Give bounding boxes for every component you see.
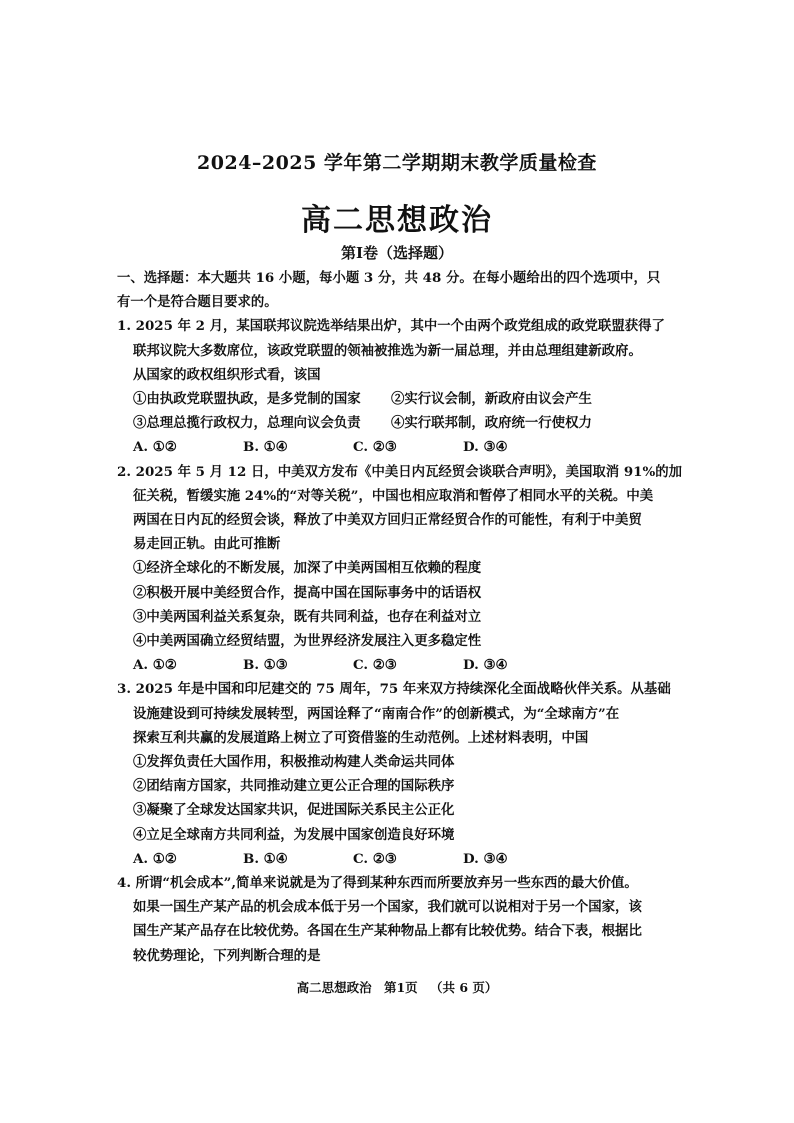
option-d: D. ③④	[463, 439, 508, 456]
option-c: C. ②③	[353, 439, 397, 456]
option-b: B. ①④	[243, 850, 288, 867]
statement-4: ④中美两国确立经贸结盟，为世界经济发展注入更多稳定性	[133, 633, 482, 650]
statement-3: ③总理总揽行政权力，总理向议会负责	[133, 415, 361, 432]
question-text-line: 国生产某产品存在比较优势。各国在生产某种物品上都有比较优势。结合下表，根据比	[133, 923, 642, 940]
option-d: D. ③④	[463, 657, 508, 674]
statement-2: ②团结南方国家，共同推动建立更公正合理的国际秩序	[133, 778, 455, 795]
option-a: A. ①②	[133, 439, 177, 456]
question-text-line: 联邦议院大多数席位，该政党联盟的领袖被推选为新一届总理，并由总理组建新政府。	[133, 342, 642, 359]
question-text-line: 2. 2025 年 5 月 12 日，中美双方发布《中美日内瓦经贸会谈联合声明》，美国取消 91%的加	[117, 463, 682, 480]
answer-options	[117, 653, 692, 677]
statement-1: ①发挥负责任大国作用，积极推动构建人类命运共同体	[133, 754, 455, 771]
question-text-line: 从国家的政权组织形式看，该国	[133, 366, 321, 383]
question-text-line: 探索互利共赢的发展道路上树立了可资借鉴的生动范例。上述材料表明，中国	[133, 729, 589, 746]
page-footer	[0, 978, 794, 996]
statement-4: ④立足全球南方共同利益，为发展中国家创造良好环境	[133, 826, 455, 843]
exam-title: 2024–2025 学年第二学期期末教学质量检查	[197, 152, 597, 174]
statement-1: ①经济全球化的不断发展，加深了中美两国相互依赖的程度	[133, 560, 482, 577]
footer-subject: 高二思想政治	[296, 980, 372, 995]
option-c: C. ②③	[353, 850, 397, 867]
instructions	[117, 266, 692, 314]
question-text-line: 1. 2025 年 2 月，某国联邦议院选举结果出炉，其中一个由两个政党组成的政党联盟获得了	[117, 318, 665, 335]
answer-options	[117, 847, 692, 871]
question-1	[117, 314, 692, 459]
option-a: A. ①②	[133, 657, 177, 674]
question-text-line: 征关税，暂缓实施 24%的“对等关税”，中国也相应取消和暂停了相同水平的关税。中美	[133, 487, 654, 504]
footer-page-number: 第1页	[383, 980, 418, 995]
option-b: B. ①④	[243, 439, 288, 456]
question-text-line: 两国在日内瓦的经贸会谈，释放了中美双方回归正常经贸合作的可能性，有利于中美贸	[133, 512, 642, 529]
statement-1: ①由执政党联盟执政，是多党制的国家	[133, 391, 361, 408]
option-d: D. ③④	[463, 850, 508, 867]
statement-3: ③中美两国利益关系复杂，既有共同利益，也存在利益对立	[133, 608, 482, 625]
question-2	[117, 460, 692, 678]
question-text-line: 较优势理论，下列判断合理的是	[133, 947, 321, 964]
statement-row	[117, 411, 692, 435]
statement-3: ③凝聚了全球发达国家共识，促进国际关系民主公正化	[133, 802, 455, 819]
question-text-line: 如果一国生产某产品的机会成本低于另一个国家，我们就可以说相对于另一个国家，该	[133, 899, 642, 916]
option-b: B. ①③	[243, 657, 288, 674]
question-text-line: 易走回正轨。由此可推断	[133, 536, 281, 553]
instructions-line: 一、选择题：本大题共 16 小题，每小题 3 分，共 48 分。在每小题给出的四个选项中，只	[117, 270, 661, 286]
statement-4: ④实行联邦制，政府统一行使权力	[391, 415, 592, 432]
question-3	[117, 677, 692, 871]
statement-2: ②实行议会制，新政府由议会产生	[391, 391, 592, 408]
statement-row	[117, 387, 692, 411]
question-4	[117, 871, 692, 968]
section-title: 第Ⅰ卷（选择题）	[340, 244, 454, 262]
option-c: C. ②③	[353, 657, 397, 674]
option-a: A. ①②	[133, 850, 177, 867]
question-content	[117, 266, 692, 968]
question-text-line: 3. 2025 年是中国和印尼建交的 75 周年，75 年来双方持续深化全面战略伙伴关系。从基础	[117, 681, 671, 698]
answer-options	[117, 435, 692, 459]
question-text-line: 设施建设到可持续发展转型，两国诠释了“南南合作”的创新模式，为“全球南方”在	[133, 705, 620, 722]
subject-title: 高二思想政治	[301, 203, 493, 238]
instructions-line: 有一个是符合题目要求的。	[117, 294, 278, 311]
statement-2: ②积极开展中美经贸合作，提高中国在国际事务中的话语权	[133, 584, 482, 601]
footer-total-pages: （共 6 页）	[430, 980, 498, 995]
question-text-line: 4. 所谓“机会成本”,简单来说就是为了得到某种东西而所要放弃另一些东西的最大价值。	[117, 875, 638, 892]
